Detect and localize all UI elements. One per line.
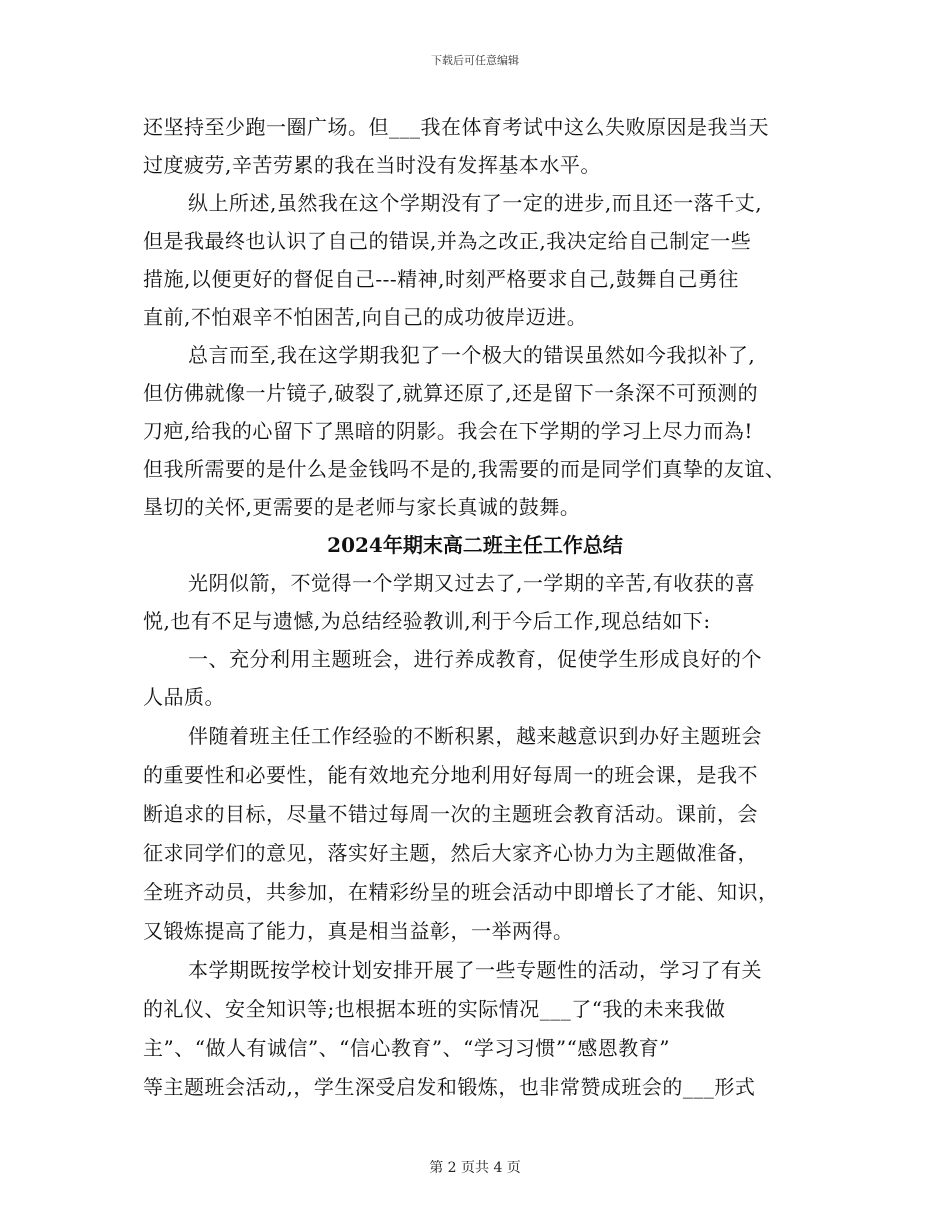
body-line: 人品质。 <box>143 685 225 709</box>
body-line: 断追求的目标，尽量不错过每周一次的主题班会教育活动。课前，会 <box>143 802 758 826</box>
body-line: 等主题班会活动,，学生深受启发和锻炼，也非常赞成班会的___形式 <box>143 1075 756 1099</box>
body-line: 但我所需要的是什么是金钱吗不是的,我需要的而是同学们真挚的友谊、 <box>143 457 786 481</box>
body-line: 措施,以便更好的督促自己---精神,时刻严格要求自己,鼓舞自己勇往 <box>143 267 739 291</box>
body-line: 全班齐动员，共参加，在精彩纷呈的班会活动中即增长了才能、知识， <box>143 880 779 904</box>
body-line: 的礼仪、安全知识等;也根据本班的实际情况___了“我的未来我做 <box>143 997 726 1021</box>
page-header: 下载后可任意编辑 <box>431 54 519 67</box>
body-line: 征求同学们的意见，落实好主题，然后大家齐心协力为主题做准备， <box>143 841 758 865</box>
body-line: 刀疤,给我的心留下了黑暗的阴影。我会在下学期的学习上尽力而為! <box>143 419 753 443</box>
section-title: 2024年期末高二班主任工作总结 <box>327 533 623 557</box>
body-line: 但仿佛就像一片镜子,破裂了,就算还原了,还是留下一条深不可预测的 <box>143 381 759 405</box>
body-line: 悦,也有不足与遗憾,为总结经验教训,利于今后工作,现总结如下: <box>143 609 711 633</box>
paragraph-start: 伴随着班主任工作经验的不断积累，越来越意识到办好主题班会 <box>188 724 762 748</box>
body-line: 又锻炼提高了能力，真是相当益彰，一举两得。 <box>143 919 574 943</box>
body-line: 垦切的关怀,更需要的是老师与家长真诚的鼓舞。 <box>143 495 581 519</box>
body-line: 主”、“做人有诚信”、“信心教育”、“学习习惯”“感恩教育” <box>143 1036 671 1060</box>
body-line: 过度疲劳,辛苦劳累的我在当时没有发挥基本水平。 <box>143 153 601 177</box>
paragraph-start: 本学期既按学校计划安排开展了一些专题性的活动，学习了有关 <box>188 958 762 982</box>
paragraph-start: 一、充分利用主题班会，进行养成教育，促使学生形成良好的个 <box>188 647 762 671</box>
body-line: 但是我最终也认识了自己的错误,并為之改正,我决定给自己制定一些 <box>143 229 752 253</box>
body-line: 的重要性和必要性，能有效地充分地利用好每周一的班会课，是我不 <box>143 763 758 787</box>
body-line: 直前,不怕艰辛不怕困苦,向自己的成功彼岸迈进。 <box>143 305 588 329</box>
paragraph-start: 总言而至,我在这学期我犯了一个极大的错误虽然如今我拟补了, <box>188 343 756 367</box>
body-line: 还坚持至少跑一圈广场。但___我在体育考试中这么失败原因是我当天 <box>143 115 769 139</box>
paragraph-start: 纵上所述,虽然我在这个学期没有了一定的进步,而且还一落千丈, <box>188 191 763 215</box>
paragraph-start: 光阴似箭，不觉得一个学期又过去了,一学期的辛苦,有收获的喜 <box>188 571 756 595</box>
page-footer: 第 2 页共 4 页 <box>429 1160 521 1176</box>
